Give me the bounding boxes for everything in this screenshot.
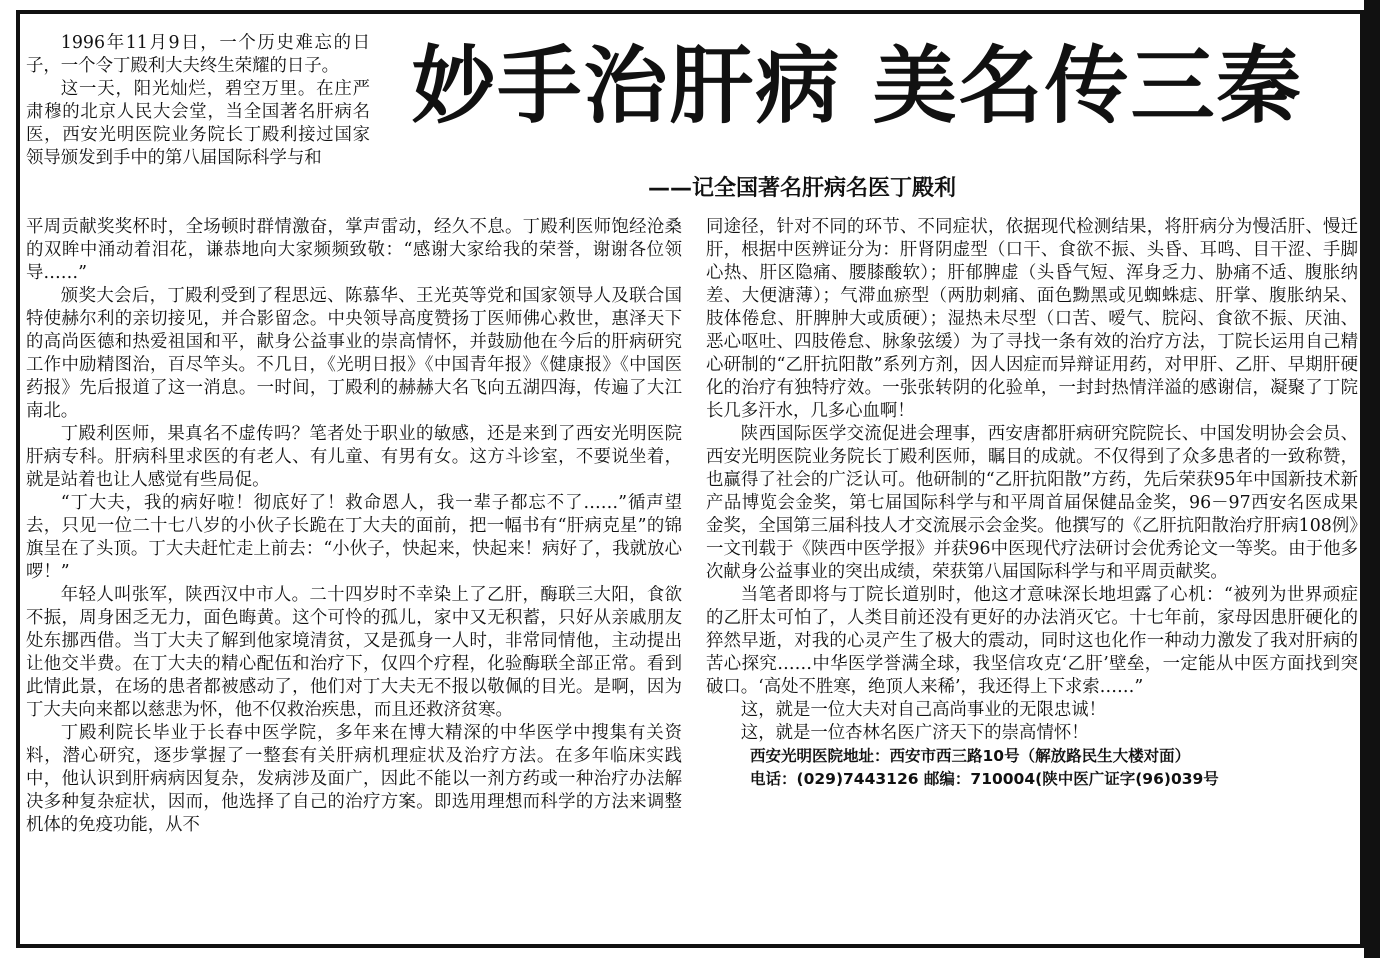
- left-top-column: [26, 32, 370, 170]
- hospital-contact: 电话：(029)7443126 邮编：710004(陕中医广证字(96)039号: [750, 770, 1219, 788]
- right-paragraphs: [706, 216, 1358, 699]
- closing-line-1: 这，就是一位大夫对自己高尚事业的无限忠诚！: [740, 700, 1107, 720]
- left-paragraph: 年轻人叫张军，陕西汉中市人。二十四岁时不幸染上了乙肝，酶联三大阳，食欲不振，周身困乏无力，面色晦黄。这个可怜的孤儿，家中又无积蓄，只好从亲戚朋友处东挪西借。当丁大夫了解到他家境清贫，又是孤身一人时，非常同情他，主动提出让他交半费。在丁大夫的精心配伍和治疗下，仅四个疗程，化验酶联全部正常。看到此情此景，在场的患者都被感动了，他们对丁大夫无不报以敬佩的目光。是啊，因为丁大夫向来都以慈悲为怀，他不仅救治疾患，而且还救济贫寒。: [26, 585, 682, 720]
- intro-paragraph-1: 1996年11月9日，一个历史难忘的日子，一个令丁殿利大夫终生荣耀的日子。: [26, 33, 370, 76]
- left-paragraph: 平周贡献奖奖杯时，全场顿时群情激奋，掌声雷动，经久不息。丁殿利医师饱经沧桑的双眸中涌动着泪花，谦恭地向大家频频致敬：“感谢大家给我的荣誉，谢谢各位领导……”: [26, 217, 682, 283]
- right-paragraph: 当笔者即将与丁院长道别时，他这才意味深长地坦露了心机：“被列为世界顽症的乙肝太可怕了，人类目前还没有更好的办法消灭它。十七年前，家母因患肝硬化的猝然早逝，对我的心灵产生了极大的震动，同时这也化作一种动力激发了我对肝病的苦心探究……中华医学誉满全球，我坚信攻克‘乙肝’壁垒，一定能从中医方面找到突破口。‘高处不胜寒，绝顶人来稀’，我还得上下求索……”: [706, 585, 1358, 697]
- headline: 妙手治肝病 美名传三秦: [411, 37, 1303, 135]
- closing-line-2: 这，就是一位杏林名医广济天下的崇高情怀！: [740, 723, 1089, 743]
- left-paragraph: 丁殿利院长毕业于长春中医学院，多年来在博大精深的中华医学中搜集有关资料，潜心研究，逐步掌握了一整套有关肝病机理症状及治疗方法。在多年临床实践中，他认识到肝病病因复杂，发病涉及面广，因此不能以一剂方药或一种治疗办法解决多种复杂症状，因而，他选择了自己的治疗方案。即选用理想而科学的方法来调整机体的免疫功能，从不: [26, 723, 682, 835]
- left-paragraph: 颁奖大会后，丁殿利受到了程思远、陈慕华、王光英等党和国家领导人及联合国特使赫尔利的亲切接见，并合影留念。中央领导高度赞扬丁医师佛心救世，惠泽天下的高尚医德和热爱祖国和平，献身公益事业的崇高情怀，并鼓励他在今后的肝病研究工作中励精图治，百尽竿头。不几日，《光明日报》《中国青年报》《健康报》《中国医药报》先后报道了这一消息。一时间，丁殿利的赫赫大名飞向五湖四海，传遍了大江南北。: [26, 286, 682, 421]
- left-column: [26, 216, 682, 837]
- right-paragraph: 陕西国际医学交流促进会理事，西安唐都肝病研究院院长、中国发明协会会员、西安光明医院业务院长丁殿利医师，瞩目的成就。不仅得到了众多患者的一致称赞，也赢得了社会的广泛认可。他研制的“乙肝抗阳散”方药，先后荣获95年中国新技术新产品博览会金奖，第七届国际科学与和平周首届保健品金奖，96－97西安名医成果金奖，全国第三届科技人才交流展示会金奖。他撰写的《乙肝抗阳散治疗肝病108例》一文刊载于《陕西中医学报》并获96中医现代疗法研讨会优秀论文一等奖。由于他多次献身公益事业的突出成绩，荣获第八届国际科学与和平周贡献奖。: [706, 424, 1358, 582]
- right-edge-bar: [1364, 0, 1380, 958]
- right-column: [706, 216, 1358, 791]
- subtitle: ——记全国著名肝病名医丁殿利: [648, 176, 957, 201]
- hospital-address: 西安光明医院地址：西安市西三路10号（解放路民生大楼对面）: [750, 747, 1191, 765]
- intro-paragraph-2: 这一天，阳光灿烂，碧空万里。在庄严肃穆的北京人民大会堂，当全国著名肝病名医，西安光明医院业务院长丁殿利接过国家领导颁发到手中的第八届国际科学与和: [26, 79, 370, 168]
- left-paragraph: 丁殿利医师，果真名不虚传吗？笔者处于职业的敏感，还是来到了西安光明医院肝病专科。肝病科里求医的有老人、有儿童、有男有女。这方斗诊室，不要说坐着，就是站着也让人感觉有些局促。: [26, 424, 682, 490]
- right-paragraph: 同途径，针对不同的环节、不同症状，依据现代检测结果，将肝病分为慢活肝、慢迁肝，根据中医辨证分为：肝肾阴虚型（口干、食欲不振、头昏、耳鸣、目干涩、手脚心热、肝区隐痛、腰膝酸软）；肝郁脾虚（头昏气短、浑身乏力、胁痛不适、腹胀纳差、大便溏薄）；气滞血瘀型（两肋刺痛、面色黝黑或见蜘蛛痣、肝掌、腹胀纳呆、肢体倦怠、肝脾肿大或质硬）；湿热未尽型（口苦、嗳气、脘闷、食欲不振、厌油、恶心呕吐、四肢倦怠、脉象弦缓）为了寻找一条有效的治疗方法，丁院长运用自己精心研制的“乙肝抗阳散”系列方剂，因人因症而异辩证用药，对甲肝、乙肝、早期肝硬化的治疗有独特疗效。一张张转阴的化验单，一封封热情洋溢的感谢信，凝聚了丁院长几多汗水，几多心血啊！: [706, 217, 1358, 421]
- left-paragraph: “丁大夫，我的病好啦！彻底好了！救命恩人，我一辈子都忘不了……”循声望去，只见一位二十七八岁的小伙子长跪在丁大夫的面前，把一幅书有“肝病克星”的锦旗呈在了头顶。丁大夫赶忙走上前去：“小伙子，快起来，快起来！病好了，我就放心啰！”: [26, 493, 682, 582]
